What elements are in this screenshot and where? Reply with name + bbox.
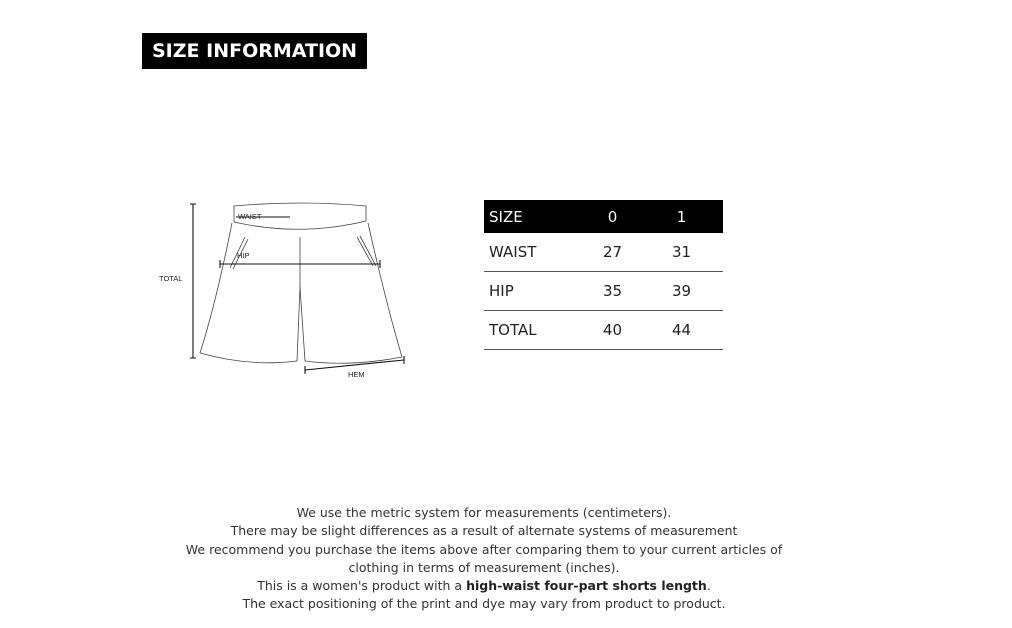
header-size-0: 0 <box>585 200 640 233</box>
hem-measure-line <box>305 360 404 370</box>
shorts-illustration <box>150 195 420 385</box>
left-leg-outline <box>200 223 300 363</box>
row-label: TOTAL <box>484 311 585 350</box>
note-text: This is a women's product with a <box>257 578 467 594</box>
size-table <box>484 200 723 350</box>
cell-value: 40 <box>585 311 640 350</box>
row-label: WAIST <box>484 233 585 272</box>
table-header-row <box>484 200 723 233</box>
shorts-diagram <box>150 195 420 385</box>
row-label: HIP <box>484 272 585 311</box>
right-leg-outline <box>300 223 402 363</box>
note-line: There may be slight differences as a result of alternate systems of measurement <box>230 523 738 539</box>
note-line-product <box>150 577 818 595</box>
cell-value: 31 <box>640 233 723 272</box>
table-row <box>484 311 723 350</box>
note-highlight: high-waist four-part shorts length <box>466 578 707 594</box>
cell-value: 35 <box>585 272 640 311</box>
note-line: We use the metric system for measurements (centimeters). <box>296 505 672 520</box>
note-line: clothing in terms of measurement (inches). <box>348 559 620 575</box>
measurement-notes <box>150 504 818 614</box>
table-row <box>484 233 723 272</box>
right-pocket-inner <box>360 236 376 266</box>
right-pocket <box>357 237 373 266</box>
header-size-1: 1 <box>640 200 723 233</box>
hip-label: HIP <box>237 251 250 260</box>
waist-label: WAIST <box>238 212 262 221</box>
cell-value: 39 <box>640 272 723 311</box>
table-row <box>484 272 723 311</box>
page-title: SIZE INFORMATION <box>142 33 367 69</box>
note-line: The exact positioning of the print and dye may vary from product to product. <box>242 596 726 612</box>
header-size: SIZE <box>484 200 585 233</box>
note-line: We recommend you purchase the items above after comparing them to your current articles of <box>185 541 783 557</box>
cell-value: 44 <box>640 311 723 350</box>
hem-label: HEM <box>348 370 365 379</box>
cell-value: 27 <box>585 233 640 272</box>
note-text: . <box>706 578 711 594</box>
total-label: TOTAL <box>159 274 183 283</box>
